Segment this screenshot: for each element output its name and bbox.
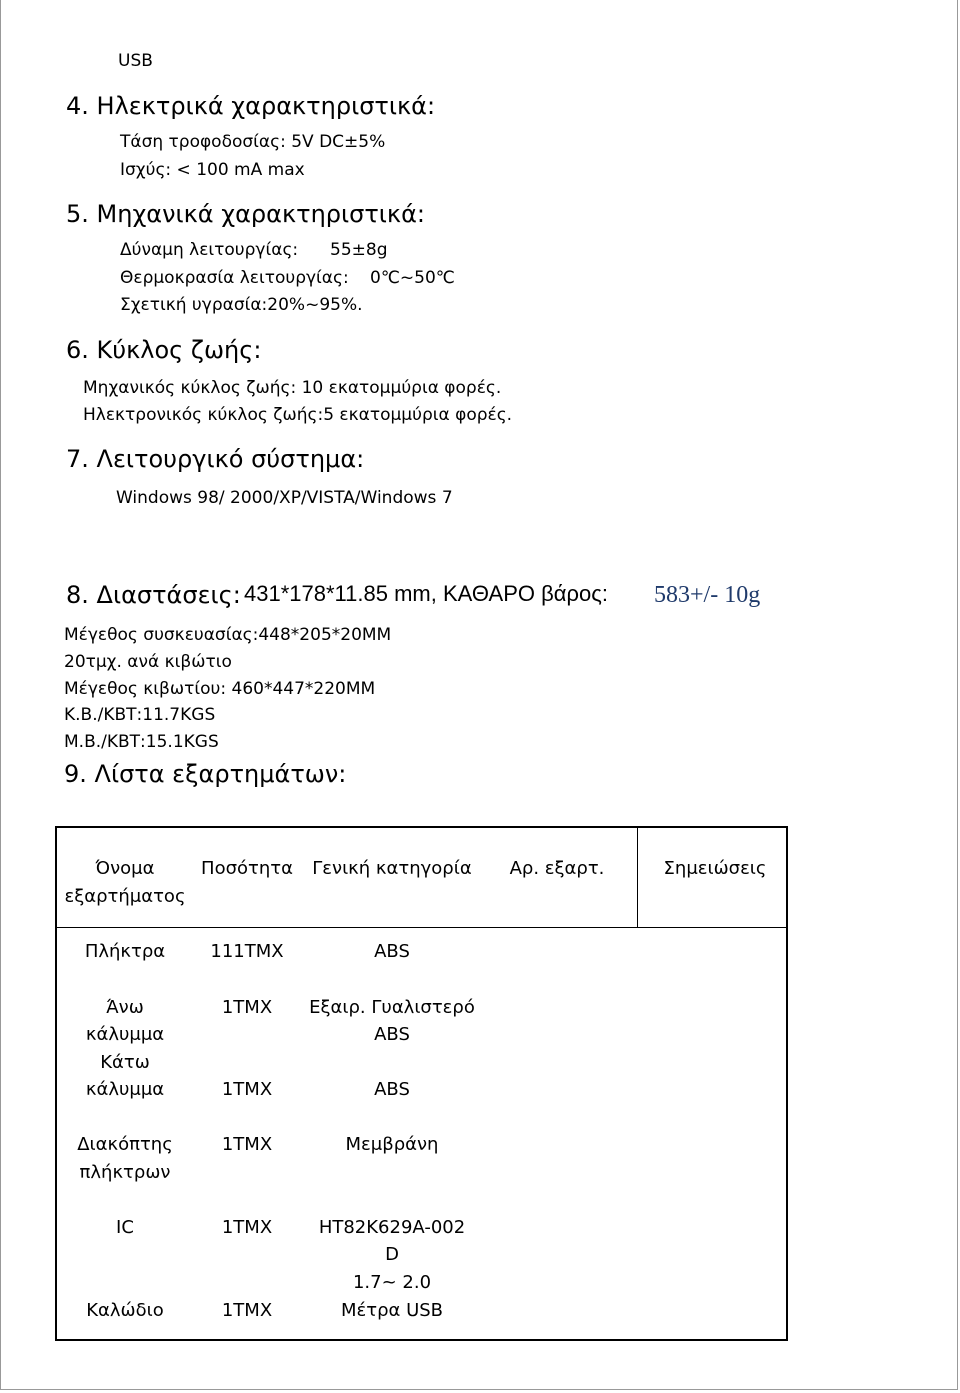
table-column-divider [637,828,638,927]
row-6-qty: 1TMX [221,1300,273,1321]
header-part-number: Αρ. εξαρτ. [509,858,605,879]
operating-temp-value: 0℃~50℃ [370,268,455,288]
header-part-name-2: εξαρτήματος [64,886,186,907]
mechanical-life: Μηχανικός κύκλος ζωής: 10 εκατομμύρια φορές. [83,378,502,398]
row-5-qty: 1TMX [221,1217,273,1238]
header-part-name-1: Όνομα [95,858,155,879]
section-4-title: 4. Ηλεκτρικά χαρακτηριστικά: [66,92,436,120]
row-3-qty: 1TMX [221,1079,273,1100]
units-per-carton: 20τμχ. ανά κιβώτιο [64,652,232,672]
row-4-category: Μεμβράνη [345,1134,439,1155]
row-4-qty: 1TMX [221,1134,273,1155]
row-1-category: ABS [374,941,410,962]
row-2-category-2: ABS [374,1024,410,1045]
row-3-name-2: κάλυμμα [85,1079,165,1100]
section-9-title: 9. Λίστα εξαρτημάτων: [64,760,347,788]
power-consumption: Ισχύς: < 100 mA max [120,160,305,180]
row-1-qty: 111TMX [210,941,284,962]
row-3-category: ABS [374,1079,410,1100]
humidity: Σχετική υγρασία:20%~95%. [120,295,363,315]
row-2-qty: 1TMX [221,997,273,1018]
section-8-title: 8. Διαστάσεις: [66,581,241,609]
table-header-divider [57,927,786,928]
row-5-category-1: HT82K629A-002 [318,1217,466,1238]
os-list: Windows 98/ 2000/XP/VISTA/Windows 7 [116,488,453,508]
package-size: Μέγεθος συσκευασίας:448*205*20MM [64,625,392,645]
electronic-life: Ηλεκτρονικός κύκλος ζωής:5 εκατομμύρια φορές. [83,405,513,425]
row-6-category-2: Μέτρα USB [340,1300,444,1321]
header-quantity: Ποσότητα [201,858,293,879]
supply-voltage: Τάση τροφοδοσίας: 5V DC±5% [120,132,386,152]
row-2-category-1: Εξαιρ. Γυαλιστερό [309,997,475,1018]
net-weight-carton: K.Β./ΚΒΤ:11.7KGS [64,705,216,725]
section-5-title: 5. Μηχανικά χαρακτηριστικά: [66,200,425,228]
section-6-title: 6. Κύκλος ζωής: [66,336,262,364]
gross-weight-carton: Μ.Β./ΚΒΤ:15.1KGS [64,732,219,752]
header-notes: Σημειώσεις [663,858,767,879]
row-4-name-1: Διακόπτης [77,1134,173,1155]
row-6-name: Καλώδιο [86,1300,164,1321]
parts-table [55,826,788,1341]
row-2-name-1: Άνω [106,997,144,1018]
intro-text: USB [118,51,153,71]
header-category: Γενική κατηγορία [312,858,472,879]
row-6-category-1: 1.7~ 2.0 [352,1272,432,1293]
carton-size: Μέγεθος κιβωτίου: 460*447*220MM [64,679,376,699]
row-5-name: IC [116,1217,134,1238]
row-4-name-2: πλήκτρων [79,1162,171,1183]
dimensions-value: 431*178*11.85 mm, ΚΑΘΑΡΟ βάρος: [244,581,608,606]
operating-force-label: Δύναμη λειτουργίας: [120,240,299,260]
operating-temp-label: Θερμοκρασία λειτουργίας: [120,268,349,288]
operating-force-value: 55±8g [330,240,388,260]
row-2-name-2: κάλυμμα [85,1024,165,1045]
row-3-name-1: Κάτω [100,1052,150,1073]
row-1-name: Πλήκτρα [84,941,166,962]
section-7-title: 7. Λειτουργικό σύστημα: [66,445,365,473]
net-weight-value: 583+/- 10g [654,582,761,608]
row-5-category-2: D [385,1244,399,1265]
